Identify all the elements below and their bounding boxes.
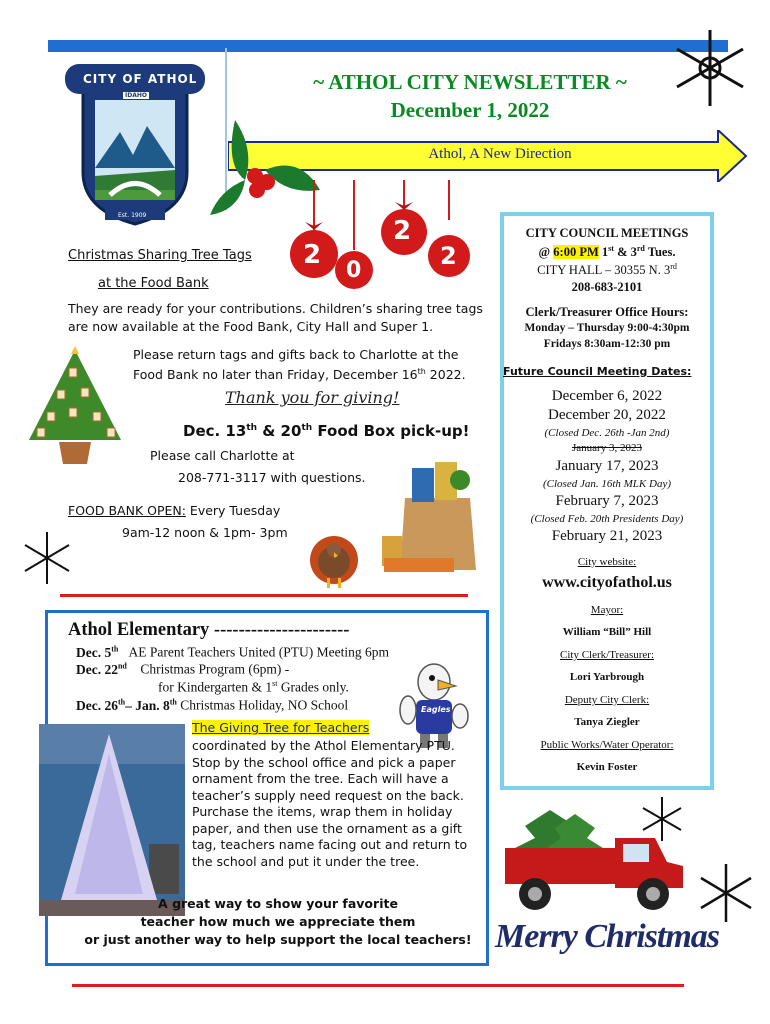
year-ornaments-icon: [285, 180, 475, 290]
logo-text: CITY OF ATHOL: [83, 72, 198, 86]
future-dates-title: Future Council Meeting Dates:: [503, 365, 692, 378]
event-2: [76, 661, 289, 678]
deputy-label: Deputy City Clerk:: [564, 694, 650, 706]
office-hours-friday: Fridays 8:30am-12:30 pm: [543, 338, 671, 350]
ornament-digit: 0: [346, 258, 362, 283]
pickup-sup2: th: [301, 423, 313, 433]
thank-you-text: Thank you for giving!: [225, 388, 400, 407]
meeting-date: December 20, 2022: [548, 407, 666, 423]
sharing-body: They are ready for your contributions. Children’s sharing tree tags are now available at the Food Bank, City Hall and Super 1.: [68, 301, 483, 334]
meeting-date: January 17, 2023: [555, 458, 659, 474]
city-hall-text: CITY HALL – 30355 N. 3: [537, 263, 671, 278]
event-1: [76, 644, 389, 661]
city-phone: 208-683-2101: [571, 280, 643, 294]
event-date: – Jan. 8: [125, 697, 170, 713]
office-hours-weekday: Monday – Thursday 9:00-4:30pm: [524, 322, 690, 334]
event-date: Dec. 22: [76, 661, 118, 677]
appreciation-text: [78, 895, 478, 949]
event-text: Christmas Holiday, NO School: [176, 697, 349, 713]
tagline: Athol, A New Direction: [428, 146, 572, 162]
ornament-digit: 2: [440, 242, 457, 270]
meeting-date: February 21, 2023: [551, 528, 663, 544]
meetings-time: [500, 244, 714, 260]
turkey-icon: [305, 530, 363, 590]
return-text: Please return tags and gifts back to Charlotte at the Food Bank no later than Friday, December 16: [133, 347, 459, 383]
ornament-digit: 2: [393, 216, 412, 246]
closed-note: (Closed Dec. 26th -Jan 2nd): [544, 427, 670, 439]
pickup-mid: & 20: [257, 422, 302, 440]
event-sup: nd: [117, 661, 127, 670]
closed-note: (Closed Jan. 16th MLK Day): [542, 478, 671, 490]
meeting-date: December 6, 2022: [551, 388, 663, 404]
time-highlight: 6:00 PM: [553, 245, 599, 260]
snowflake-icon: [698, 862, 754, 924]
event-3: [76, 697, 348, 714]
return-sup: th: [417, 367, 426, 376]
clerk-label: City Clerk/Treasurer:: [560, 649, 654, 661]
mayor-name: William “Bill” Hill: [562, 626, 652, 638]
time-post-a: 1: [598, 245, 609, 260]
pickup-sup1: th: [246, 423, 258, 433]
open-label: FOOD BANK OPEN:: [68, 503, 186, 518]
mascot-shirt-text: Eagles: [421, 705, 451, 714]
appreciation-line: or just another way to help support the local teachers!: [84, 932, 472, 947]
ornament-digit: 2: [303, 240, 322, 270]
event-sup: th: [169, 697, 177, 706]
website-link[interactable]: www.cityofathol.us: [542, 574, 672, 591]
event-text: AE Parent Teachers United (PTU) Meeting 6pm: [128, 644, 389, 660]
divider: [60, 594, 468, 597]
christmas-tree-icon: [25, 342, 129, 468]
cancelled-date: January 3, 2023: [572, 442, 642, 454]
merry-christmas-text: Merry Christmas: [495, 918, 719, 955]
event-sup: th: [117, 697, 126, 706]
office-hours-title: Clerk/Treasurer Office Hours:: [525, 305, 689, 319]
pickup-pre: Dec. 13: [183, 422, 247, 440]
newsletter-date: December 1, 2022: [390, 98, 550, 122]
closed-note: (Closed Feb. 20th Presidents Day): [530, 513, 684, 525]
food-bank-hours: 9am-12 noon & 1pm- 3pm: [122, 525, 288, 540]
time-sup-a: st: [608, 244, 614, 253]
meetings-title: CITY COUNCIL MEETINGS: [525, 226, 689, 240]
open-value: Every Tuesday: [185, 503, 281, 518]
event-sup: th: [111, 644, 119, 653]
city-hall-sup: rd: [670, 262, 677, 271]
time-post-b: & 3: [613, 245, 637, 260]
elementary-title: Athol Elementary ----------------------: [68, 620, 350, 640]
divider: [72, 984, 684, 987]
return-end: 2022.: [425, 367, 466, 383]
giving-tree-photo: [39, 724, 185, 916]
return-instructions: [133, 346, 483, 383]
logo-state: IDAHO: [125, 92, 147, 99]
time-sup-b: rd: [636, 244, 645, 253]
logo-est: Est. 1909: [118, 212, 147, 219]
appreciation-line: teacher how much we appreciate them: [140, 914, 416, 929]
city-hall-address: [500, 262, 714, 278]
food-bag-icon: [380, 458, 490, 578]
call-line-2: 208-771-3117 with questions.: [178, 470, 366, 485]
event-text: for Kindergarten & 1: [158, 679, 273, 695]
sharing-title: Christmas Sharing Tree Tags: [68, 248, 252, 263]
event-text: Christmas Program (6pm) -: [140, 661, 290, 677]
giving-tree-title: The Giving Tree for Teachers: [192, 720, 370, 735]
christmas-truck-icon: [495, 808, 687, 918]
event-sup: st: [272, 679, 278, 688]
time-post-c: Tues.: [644, 245, 676, 260]
appreciation-line: A great way to show your favorite: [158, 896, 398, 911]
snowflake-icon: [668, 26, 752, 110]
sharing-subtitle: at the Food Bank: [98, 276, 209, 291]
giving-tree-body: coordinated by the Athol Elementary PTU. Stop by the school office and pick a paper ornament from the tree. Each will have a teacher’s supply need request on the back. Purchase the items, wrap them in holiday paper, and then use the ornament as a gift tag, teachers name facing out and return to the school and put it under the tree.: [192, 738, 468, 869]
works-label: Public Works/Water Operator:: [540, 739, 674, 751]
meeting-date: February 7, 2023: [555, 493, 659, 509]
deputy-name: Tanya Ziegler: [574, 716, 640, 728]
pickup-post: Food Box pick-up!: [312, 422, 470, 440]
event-date: Dec. 26: [76, 697, 118, 713]
mayor-label: Mayor:: [590, 604, 624, 616]
website-label: City website:: [577, 556, 637, 568]
pickup-heading: [183, 422, 469, 440]
newsletter-title: ~ ATHOL CITY NEWSLETTER ~: [313, 70, 627, 94]
time-pre: @: [538, 245, 554, 260]
works-name: Kevin Foster: [576, 761, 638, 773]
clerk-name: Lori Yarbrough: [569, 671, 645, 683]
event-2-cont: [158, 679, 349, 696]
snowflake-icon: [22, 530, 72, 586]
food-bank-open: [68, 503, 280, 518]
call-line-1: Please call Charlotte at: [150, 448, 295, 463]
event-date: Dec. 5: [76, 644, 112, 660]
event-text: Grades only.: [277, 679, 349, 695]
